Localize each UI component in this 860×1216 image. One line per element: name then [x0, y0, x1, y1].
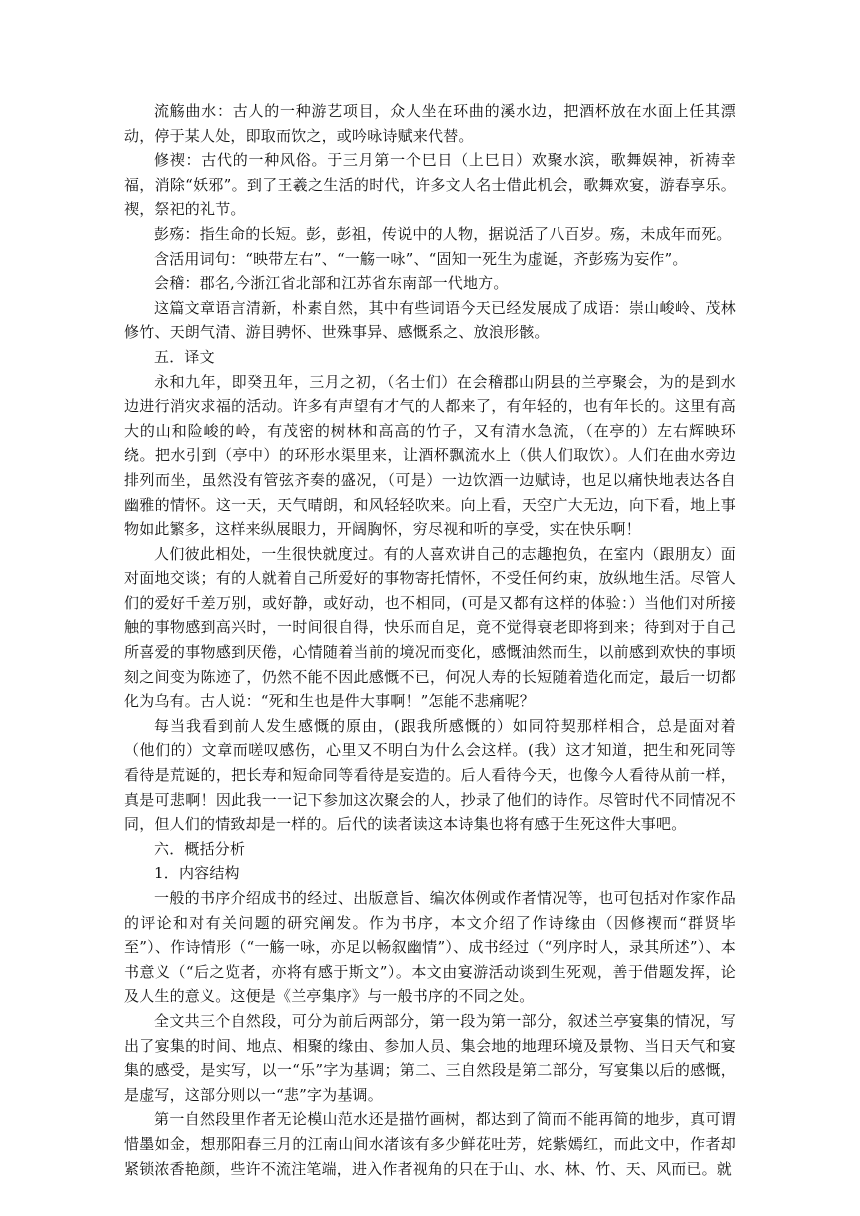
paragraph: 人们彼此相处，一生很快就度过。有的人喜欢讲自己的志趣抱负，在室内（跟朋友）面对面地交谈；有的人就着自己所爱好的事物寄托情怀，不受任何约束，放纵地生活。尽管人们的爱好千差万别，或好静，或好动，也不相同，(可是又都有这样的体验：）当他们对所接触的事物感到高兴时，一时间很自得，快乐而自足，竟不觉得衰老即将到来；待到对于自己所喜爱的事物感到厌倦，心情随着当前的境况而变化，感慨油然而生，以前感到欢快的事顷刻之间变为陈迹了，仍然不能不因此感慨不已，何况人寿的长短随着造化而定，最后一切都化为乌有。古人说：“死和生也是件大事啊！”怎能不悲痛呢？: [124, 544, 736, 711]
paragraph: 第一自然段里作者无论模山范水还是描竹画树，都达到了简而不能再简的地步，真可谓惜墨如金，想那阳春三月的江南山间水渚该有多少鲜花吐芳，姹紫嫣红，而此文中，作者却紧锁浓香艳颜，些许不流注笔端，进入作者视角的只在于山、水、林、竹、天、风而已。就: [124, 1110, 736, 1178]
paragraph: 永和九年，即癸丑年，三月之初，（名士们）在会稽郡山阴县的兰亭聚会，为的是到水边进行消灾求福的活动。许多有声望有才气的人都来了，有年轻的，也有年长的。这里有高大的山和险峻的岭，有茂密的树林和高高的竹子，又有清水急流，（在亭的）左右辉映环绕。把水引到（亭中）的环形水渠里来，让酒杯飘流水上（供人们取饮）。人们在曲水旁边排列而坐，虽然没有管弦齐奏的盛况，（可是）一边饮酒一边赋诗，也足以痛快地表达各自幽雅的情怀。这一天，天气晴朗，和风轻轻吹来。向上看，天空广大无边，向下看，地上事物如此繁多，这样来纵展眼力，开阔胸怀，穷尽视和听的享受，实在快乐啊！: [124, 372, 736, 539]
paragraph: 流觞曲水：古人的一种游艺项目，众人坐在环曲的溪水边，把酒杯放在水面上任其漂动，停于某人处，即取而饮之，或吟咏诗赋来代替。: [124, 102, 736, 145]
paragraph: 彭殇：指生命的长短。彭，彭祖，传说中的人物，据说活了八百岁。殇，未成年而死。: [154, 224, 732, 243]
document-body: [124, 99, 736, 1181]
subsection-heading: 1．内容结构: [154, 864, 240, 883]
section-heading: 五．译文: [154, 347, 215, 366]
paragraph: 全文共三个自然段，可分为前后两部分，第一段为第一部分，叙述兰亭宴集的情况，写出了宴集的时间、地点、相聚的缘由、参加人员、集会地的地理环境及景物、当日天气和宴集的感受，是实写，以一“乐”字为基调；第二、三自然段是第二部分，写宴集以后的感慨，是虚写，这部分则以一“悲”字为基调。: [124, 1011, 736, 1104]
paragraph: 每当我看到前人发生感慨的原由，(跟我所感慨的）如同符契那样相合，总是面对着（他们的）文章而嗟叹感伤，心里又不明白为什么会这样。(我）这才知道，把生和死同等看待是荒诞的，把长寿和短命同等看待是妄造的。后人看待今天，也像今人看待从前一样，真是可悲啊！因此我一一记下参加这次聚会的人，抄录了他们的诗作。尽管时代不同情况不同，但人们的情致却是一样的。后代的读者读这本诗集也将有感于生死这件大事吧。: [124, 716, 736, 834]
paragraph: 修禊：古代的一种风俗。于三月第一个巳日（上巳日）欢聚水滨，歌舞娱神，祈祷幸福，消除“妖邪”。到了王羲之生活的时代，许多文人名士借此机会，歌舞欢宴，游春享乐。禊，祭祀的礼节。: [124, 151, 736, 219]
paragraph: 一般的书序介绍成书的经过、出版意旨、编次体例或作者情况等，也可包括对作家作品的评论和对有关问题的研究阐发。作为书序，本文介绍了作诗缘由（因修禊而“群贤毕至”）、作诗情形（“一觞一咏，亦足以畅叙幽情”）、成书经过（“列序时人，录其所述”）、本书意义（“后之览者，亦将有感于斯文”）。本文由宴游活动谈到生死观，善于借题发挥，论及人生的意义。这便是《兰亭集序》与一般书序的不同之处。: [124, 889, 736, 1006]
paragraph: 会稽：郡名,今浙江省北部和江苏省东南部一代地方。: [154, 274, 509, 293]
paragraph: 这篇文章语言清新，朴素自然，其中有些词语今天已经发展成了成语：崇山峻岭、茂林修竹、天朗气清、游目骋怀、世殊事异、感慨系之、放浪形骸。: [124, 298, 736, 342]
section-heading: 六．概括分析: [154, 839, 246, 858]
paragraph: 含活用词句：“映带左右”、“一觞一咏”、“固知一死生为虚诞，齐彭殇为妄作”。: [154, 249, 688, 268]
